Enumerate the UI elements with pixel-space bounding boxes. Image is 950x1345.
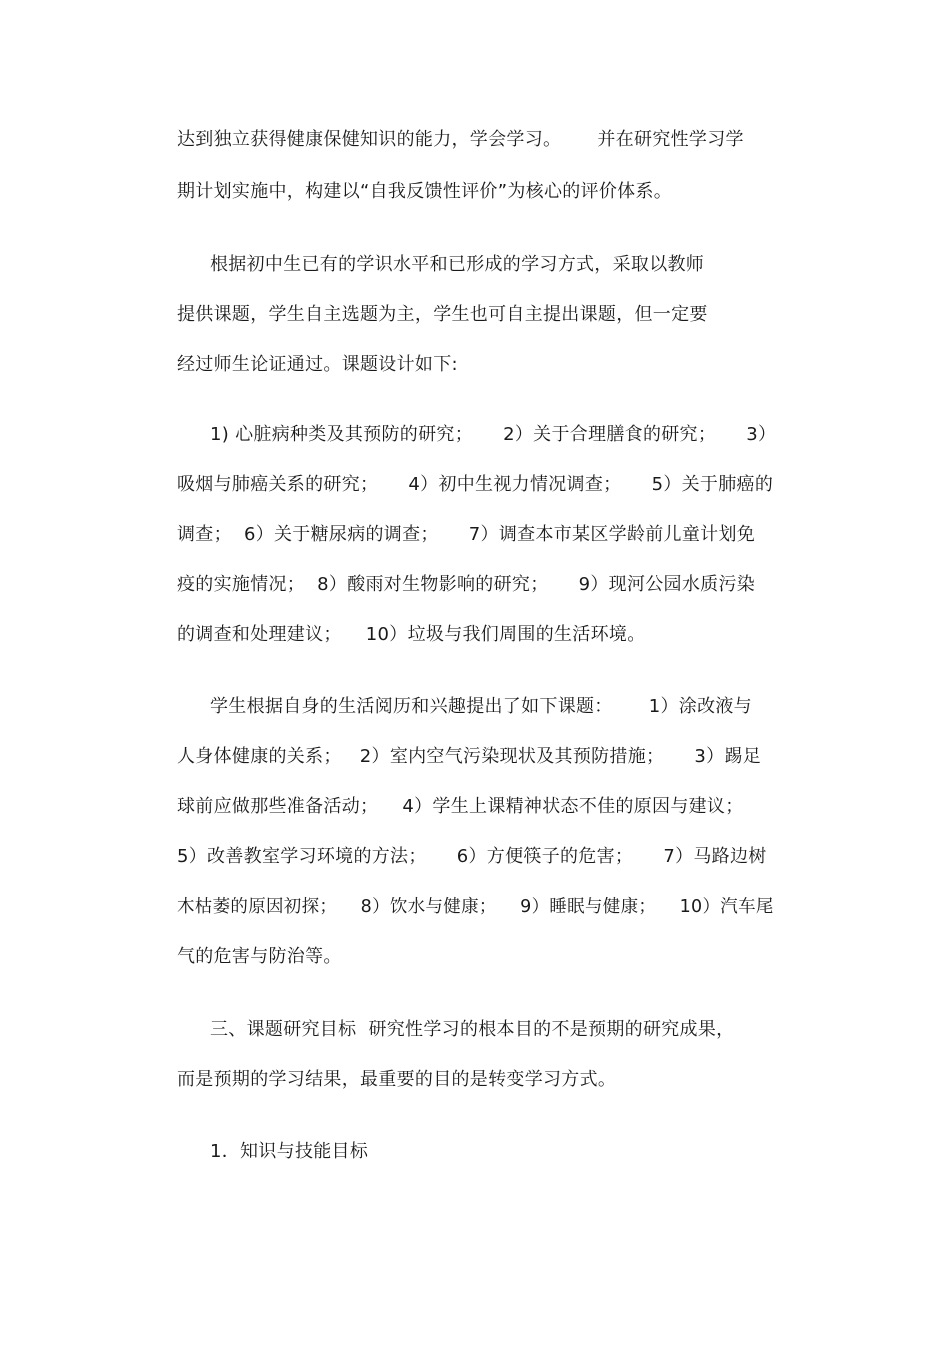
text-line: 经过师生论证通过。课题设计如下: xyxy=(177,354,458,375)
text-line: 提供课题，学生自主选题为主，学生也可自主提出课题，但一定要 xyxy=(177,304,708,325)
text-line: 人身体健康的关系； 2）室内空气污染现状及其预防措施； 3）踢足 xyxy=(177,746,762,767)
text-line: 达到独立获得健康保健知识的能力，学会学习。 并在研究性学习学 xyxy=(177,129,744,150)
text-line: 木枯萎的原因初探； 8）饮水与健康； 9）睡眠与健康； 10）汽车尾 xyxy=(177,897,774,917)
text-line: 气的危害与防治等。 xyxy=(177,946,342,967)
text-line: 期计划实施中，构建以“自我反馈性评价”为核心的评价体系。 xyxy=(177,181,673,202)
text-line: 而是预期的学习结果，最重要的目的是转变学习方式。 xyxy=(177,1069,617,1090)
text-line: 5）改善教室学习环境的方法； 6）方便筷子的危害； 7）马路边树 xyxy=(177,846,767,867)
text-line: 调查； 6）关于糖尿病的调查； 7）调查本市某区学龄前儿童计划免 xyxy=(177,524,756,545)
text-line: 根据初中生已有的学识水平和已形成的学习方式，采取以教师 xyxy=(210,254,705,275)
text-line: 球前应做那些准备活动； 4）学生上课精神状态不佳的原因与建议； xyxy=(177,796,744,817)
section-heading: 1．知识与技能目标 xyxy=(210,1141,369,1162)
text-line: 吸烟与肺癌关系的研究； 4）初中生视力情况调查； 5）关于肺癌的 xyxy=(177,474,774,495)
text-line: 的调查和处理建议； 10）垃圾与我们周围的生活环境。 xyxy=(177,624,646,645)
text-line: 学生根据自身的生活阅历和兴趣提出了如下课题： 1）涂改液与 xyxy=(210,696,752,717)
text-line: 1) 心脏病种类及其预防的研究； 2）关于合理膳食的研究； 3） xyxy=(210,424,777,445)
text-line: 三、课题研究目标 研究性学习的根本目的不是预期的研究成果， xyxy=(210,1019,735,1040)
text-line: 疫的实施情况； 8）酸雨对生物影响的研究； 9）现河公园水质污染 xyxy=(177,574,756,595)
